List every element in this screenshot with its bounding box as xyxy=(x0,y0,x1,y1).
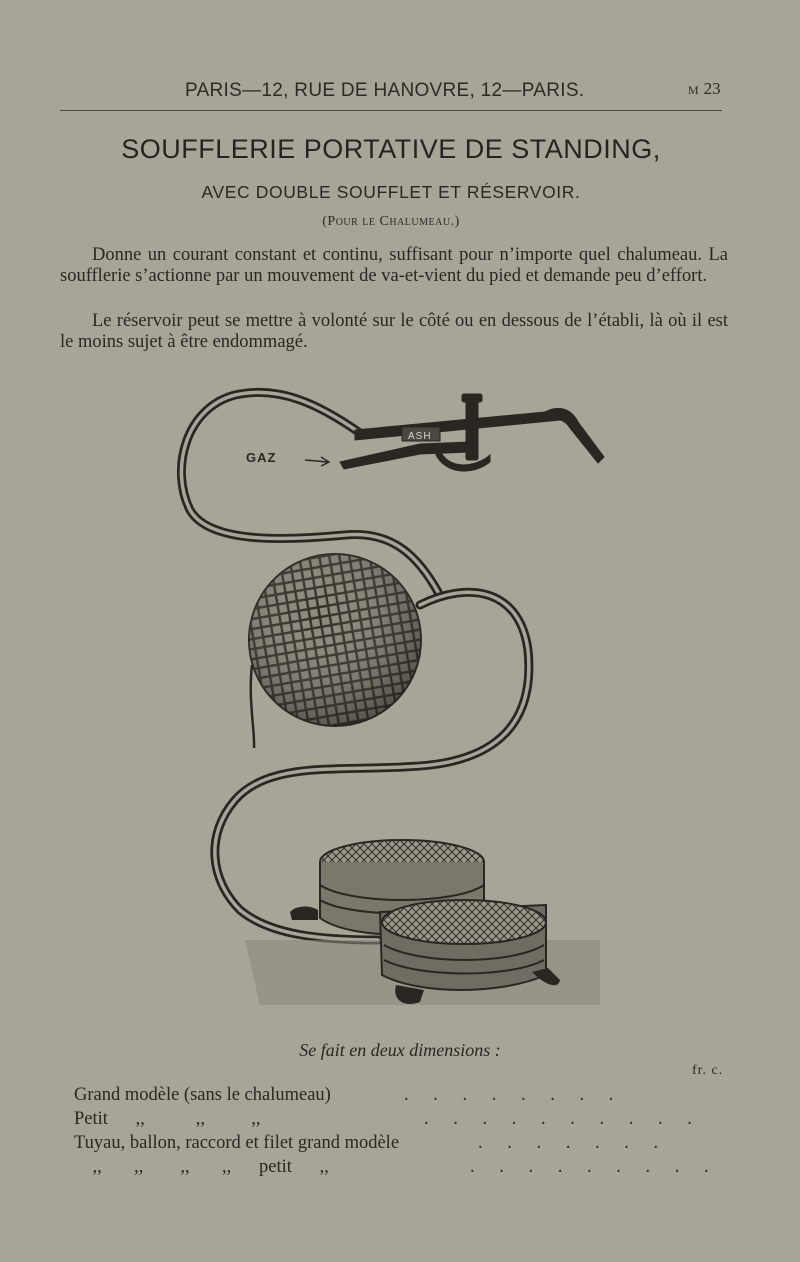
usage-note: (Pour le Chalumeau.) xyxy=(322,214,460,229)
bellows-illustration xyxy=(160,380,630,1020)
page-title: SOUFFLERIE PORTATIVE DE STANDING, xyxy=(121,134,661,164)
dimensions-heading: Se fait en deux dimensions : xyxy=(299,1040,501,1060)
page-number xyxy=(688,79,721,99)
price-item-label: Tuyau, ballon, raccord et filet grand modèle xyxy=(74,1133,400,1153)
price-list xyxy=(74,1083,719,1179)
description-paragraph-2: Le réservoir peut se mettre à volonté sur le côté ou en dessous de l’établi, là où il est le moins sujet à être endommagé. xyxy=(60,311,728,352)
leader-dots: . . . . . . . . xyxy=(404,1085,624,1105)
leader-dots: . . . . . . . xyxy=(478,1133,669,1153)
description-paragraph-1: Donne un courant constant et continu, suffisant pour n’importe quel chalumeau. La soufflerie s’actionne par un mouvement de va-et-vient du pied et demande peu d’effort. xyxy=(60,245,728,286)
price-item-label: Petit ,, ,, ,, xyxy=(74,1109,261,1129)
leader-dots: . . . . . . . . . . xyxy=(424,1109,702,1129)
gas-arrow xyxy=(305,457,329,466)
page-number-value: 23 xyxy=(703,79,721,98)
running-head: PARIS—12, RUE DE HANOVRE, 12—PARIS. xyxy=(185,80,585,101)
price-row-petit xyxy=(74,1107,702,1131)
reservoir-ball xyxy=(249,554,421,748)
leader-dots: . . . . . . . . . xyxy=(470,1157,719,1177)
price-row-grand-modele xyxy=(74,1083,694,1107)
price-item-label: Grand modèle (sans le chalumeau) xyxy=(74,1085,331,1105)
page-prefix: M xyxy=(688,83,700,97)
price-row-tuyau-grand xyxy=(74,1131,694,1155)
torch-brand: ASH xyxy=(408,431,432,442)
torch xyxy=(340,394,604,471)
price-item-label: ,, ,, ,, ,, petit ,, xyxy=(74,1157,329,1177)
page-subtitle: AVEC DOUBLE SOUFFLET ET RÉSERVOIR. xyxy=(201,182,581,202)
price-row-tuyau-petit xyxy=(74,1155,719,1179)
gas-label: GAZ xyxy=(246,450,277,465)
currency-heading: fr. c. xyxy=(692,1063,724,1078)
header-rule xyxy=(60,110,722,111)
